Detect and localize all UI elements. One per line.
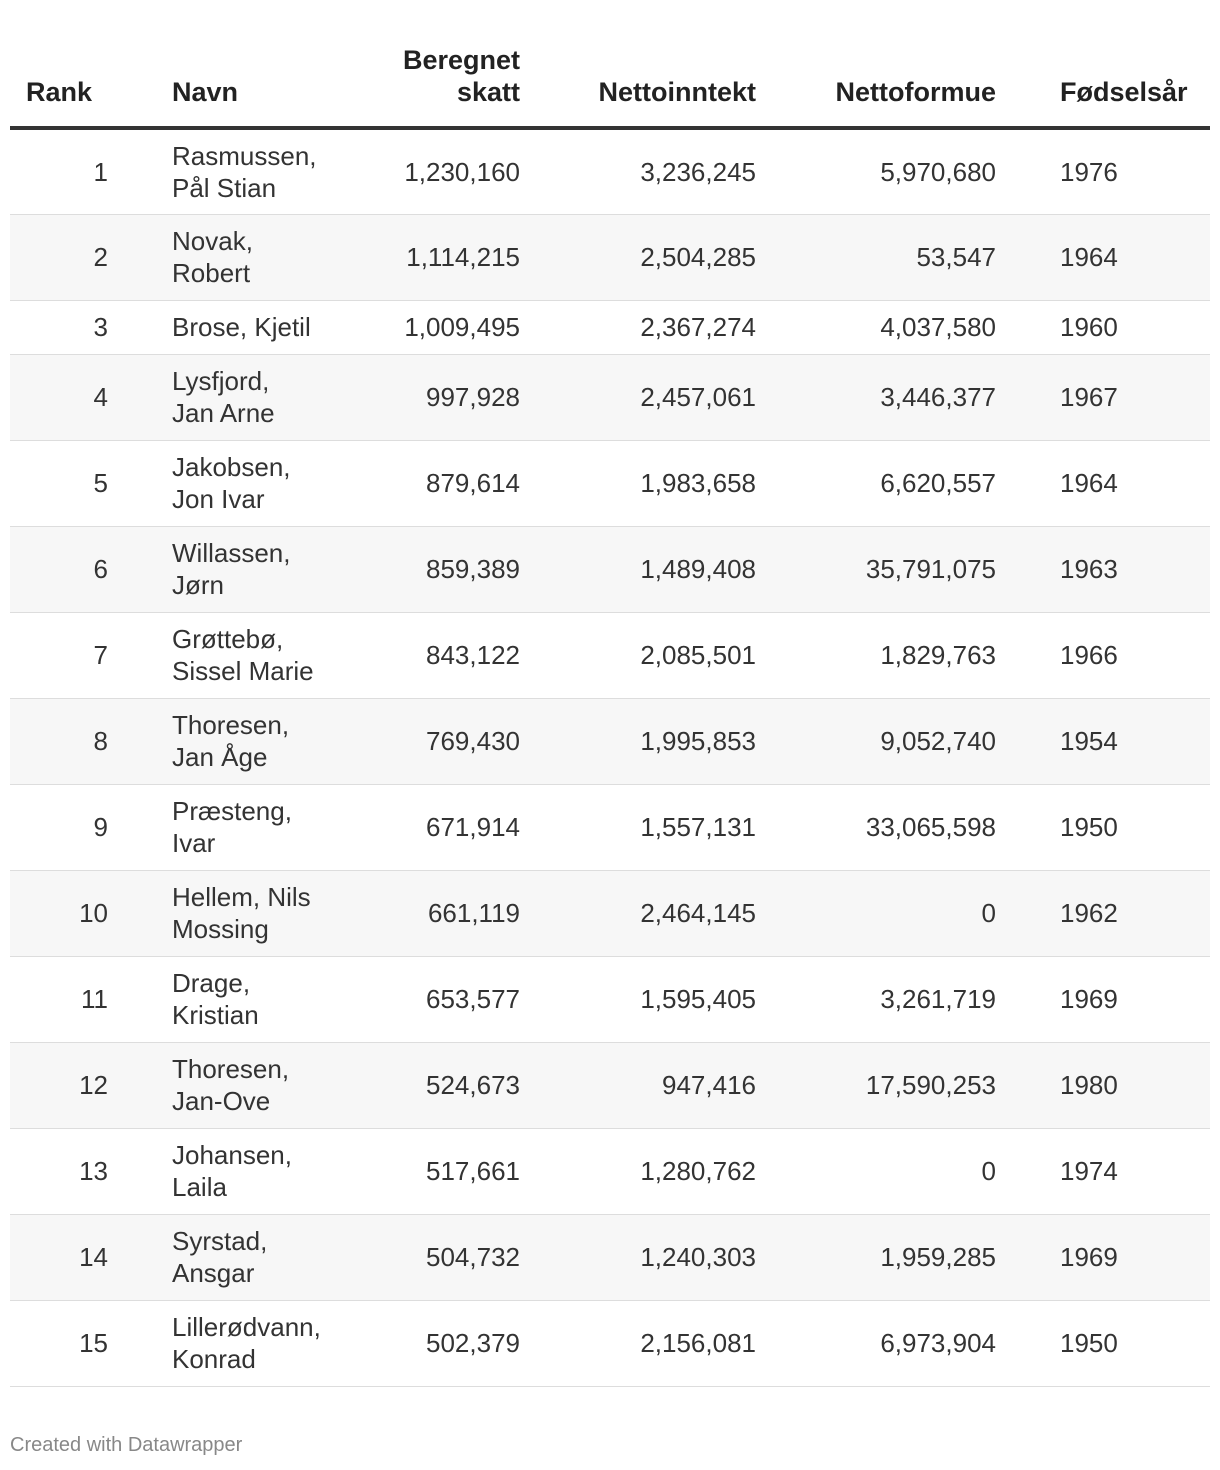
cell-fodselsar: 1969	[996, 1214, 1210, 1300]
table-row	[10, 1042, 1210, 1128]
cell-fodselsar: 1964	[996, 440, 1210, 526]
cell-fodselsar: 1969	[996, 956, 1210, 1042]
cell-rank: 4	[10, 354, 120, 440]
name-line1: Thoresen,	[172, 1054, 290, 1084]
header-nettoinntekt[interactable]: Nettoinntekt	[520, 44, 756, 128]
name-line2: Jørn	[172, 570, 224, 600]
cell-beregnet-skatt: 502,379	[348, 1300, 520, 1386]
header-row	[10, 44, 1210, 128]
table-row	[10, 440, 1210, 526]
table-body	[10, 128, 1210, 1386]
cell-navn	[120, 214, 348, 300]
name-line2: Jan Åge	[172, 742, 268, 772]
cell-nettoformue: 17,590,253	[756, 1042, 996, 1128]
cell-fodselsar: 1980	[996, 1042, 1210, 1128]
cell-navn	[120, 784, 348, 870]
cell-rank: 9	[10, 784, 120, 870]
table-row	[10, 128, 1210, 214]
name-line2: Sissel Marie	[172, 656, 314, 686]
data-table-container	[10, 44, 1210, 1387]
header-navn[interactable]: Navn	[120, 44, 348, 128]
header-nettoformue[interactable]: Nettoformue	[756, 44, 996, 128]
table-row	[10, 870, 1210, 956]
name-line2: Robert	[172, 258, 251, 288]
name-line2: Laila	[172, 1172, 227, 1202]
table-row	[10, 784, 1210, 870]
cell-fodselsar: 1964	[996, 214, 1210, 300]
cell-beregnet-skatt: 769,430	[348, 698, 520, 784]
cell-fodselsar: 1960	[996, 300, 1210, 354]
table-row	[10, 698, 1210, 784]
name-line1: Johansen,	[172, 1140, 292, 1170]
cell-nettoinntekt: 1,280,762	[520, 1128, 756, 1214]
cell-rank: 2	[10, 214, 120, 300]
cell-fodselsar: 1974	[996, 1128, 1210, 1214]
name-line2: Konrad	[172, 1344, 256, 1374]
cell-navn	[120, 870, 348, 956]
cell-beregnet-skatt: 524,673	[348, 1042, 520, 1128]
tax-table	[10, 44, 1210, 1387]
cell-fodselsar: 1954	[996, 698, 1210, 784]
cell-navn	[120, 440, 348, 526]
cell-rank: 14	[10, 1214, 120, 1300]
cell-navn	[120, 612, 348, 698]
name-line1: Brose, Kjetil	[172, 312, 311, 342]
cell-rank: 1	[10, 128, 120, 214]
cell-navn	[120, 1128, 348, 1214]
cell-beregnet-skatt: 997,928	[348, 354, 520, 440]
cell-beregnet-skatt: 1,114,215	[348, 214, 520, 300]
cell-navn	[120, 526, 348, 612]
table-row	[10, 956, 1210, 1042]
cell-fodselsar: 1962	[996, 870, 1210, 956]
header-skatt-line2: skatt	[456, 77, 520, 107]
table-row	[10, 354, 1210, 440]
table-row	[10, 612, 1210, 698]
cell-fodselsar: 1967	[996, 354, 1210, 440]
header-skatt-line1: Beregnet	[402, 45, 520, 75]
name-line1: Grøttebø,	[172, 624, 284, 654]
cell-nettoinntekt: 1,240,303	[520, 1214, 756, 1300]
cell-rank: 12	[10, 1042, 120, 1128]
cell-beregnet-skatt: 661,119	[348, 870, 520, 956]
cell-nettoinntekt: 2,504,285	[520, 214, 756, 300]
cell-navn	[120, 128, 348, 214]
cell-fodselsar: 1976	[996, 128, 1210, 214]
cell-beregnet-skatt: 1,230,160	[348, 128, 520, 214]
cell-beregnet-skatt: 859,389	[348, 526, 520, 612]
header-fodselsar[interactable]: Fødselsår	[996, 44, 1210, 128]
cell-navn	[120, 354, 348, 440]
cell-rank: 11	[10, 956, 120, 1042]
cell-navn	[120, 1214, 348, 1300]
table-row	[10, 526, 1210, 612]
cell-nettoformue: 35,791,075	[756, 526, 996, 612]
cell-nettoinntekt: 947,416	[520, 1042, 756, 1128]
name-line2: Jan Arne	[172, 398, 275, 428]
cell-nettoformue: 1,959,285	[756, 1214, 996, 1300]
cell-nettoinntekt: 1,557,131	[520, 784, 756, 870]
cell-nettoinntekt: 2,085,501	[520, 612, 756, 698]
cell-nettoformue: 1,829,763	[756, 612, 996, 698]
cell-nettoformue: 0	[756, 870, 996, 956]
table-row	[10, 1300, 1210, 1386]
cell-fodselsar: 1950	[996, 1300, 1210, 1386]
cell-nettoinntekt: 1,489,408	[520, 526, 756, 612]
name-line1: Præsteng,	[172, 796, 292, 826]
cell-nettoinntekt: 2,457,061	[520, 354, 756, 440]
cell-beregnet-skatt: 504,732	[348, 1214, 520, 1300]
cell-beregnet-skatt: 879,614	[348, 440, 520, 526]
cell-nettoformue: 53,547	[756, 214, 996, 300]
cell-rank: 6	[10, 526, 120, 612]
cell-fodselsar: 1966	[996, 612, 1210, 698]
name-line1: Hellem, Nils	[172, 882, 311, 912]
cell-nettoformue: 5,970,680	[756, 128, 996, 214]
cell-nettoinntekt: 1,983,658	[520, 440, 756, 526]
cell-rank: 8	[10, 698, 120, 784]
name-line1: Thoresen,	[172, 710, 290, 740]
name-line2: Jan-Ove	[172, 1086, 271, 1116]
cell-beregnet-skatt: 653,577	[348, 956, 520, 1042]
name-line2: Mossing	[172, 914, 269, 944]
cell-nettoformue: 9,052,740	[756, 698, 996, 784]
cell-beregnet-skatt: 843,122	[348, 612, 520, 698]
name-line1: Drage,	[172, 968, 251, 998]
name-line2: Ivar	[172, 828, 216, 858]
cell-nettoformue: 3,261,719	[756, 956, 996, 1042]
cell-navn	[120, 698, 348, 784]
cell-nettoformue: 0	[756, 1128, 996, 1214]
cell-beregnet-skatt: 671,914	[348, 784, 520, 870]
header-rank[interactable]: Rank	[10, 44, 120, 128]
cell-rank: 15	[10, 1300, 120, 1386]
name-line1: Lillerødvann,	[172, 1312, 321, 1342]
cell-rank: 3	[10, 300, 120, 354]
footer-credit: Created with Datawrapper	[10, 1434, 243, 1456]
cell-nettoformue: 33,065,598	[756, 784, 996, 870]
cell-navn	[120, 1300, 348, 1386]
cell-rank: 5	[10, 440, 120, 526]
cell-rank: 7	[10, 612, 120, 698]
name-line2: Pål Stian	[172, 172, 277, 203]
cell-beregnet-skatt: 517,661	[348, 1128, 520, 1214]
cell-nettoformue: 6,973,904	[756, 1300, 996, 1386]
name-line1: Jakobsen,	[172, 452, 291, 482]
name-line2: Jon Ivar	[172, 484, 265, 514]
cell-fodselsar: 1950	[996, 784, 1210, 870]
name-line2: Kristian	[172, 1000, 259, 1030]
cell-rank: 13	[10, 1128, 120, 1214]
cell-nettoinntekt: 2,367,274	[520, 300, 756, 354]
name-line2: Ansgar	[172, 1258, 255, 1288]
cell-navn	[120, 1042, 348, 1128]
table-row	[10, 1128, 1210, 1214]
name-line1: Rasmussen,	[172, 140, 317, 171]
cell-nettoinntekt: 2,464,145	[520, 870, 756, 956]
cell-navn	[120, 300, 348, 354]
cell-nettoformue: 4,037,580	[756, 300, 996, 354]
cell-navn	[120, 956, 348, 1042]
cell-fodselsar: 1963	[996, 526, 1210, 612]
cell-nettoformue: 3,446,377	[756, 354, 996, 440]
cell-nettoinntekt: 1,995,853	[520, 698, 756, 784]
table-row	[10, 1214, 1210, 1300]
cell-beregnet-skatt: 1,009,495	[348, 300, 520, 354]
cell-nettoinntekt: 2,156,081	[520, 1300, 756, 1386]
header-beregnet-skatt[interactable]	[348, 44, 520, 128]
name-line1: Willassen,	[172, 538, 291, 568]
cell-nettoinntekt: 1,595,405	[520, 956, 756, 1042]
cell-nettoinntekt: 3,236,245	[520, 128, 756, 214]
table-row	[10, 300, 1210, 354]
table-row	[10, 214, 1210, 300]
name-line1: Novak,	[172, 226, 253, 256]
name-line1: Syrstad,	[172, 1226, 268, 1256]
cell-nettoformue: 6,620,557	[756, 440, 996, 526]
cell-rank: 10	[10, 870, 120, 956]
name-line1: Lysfjord,	[172, 366, 270, 396]
